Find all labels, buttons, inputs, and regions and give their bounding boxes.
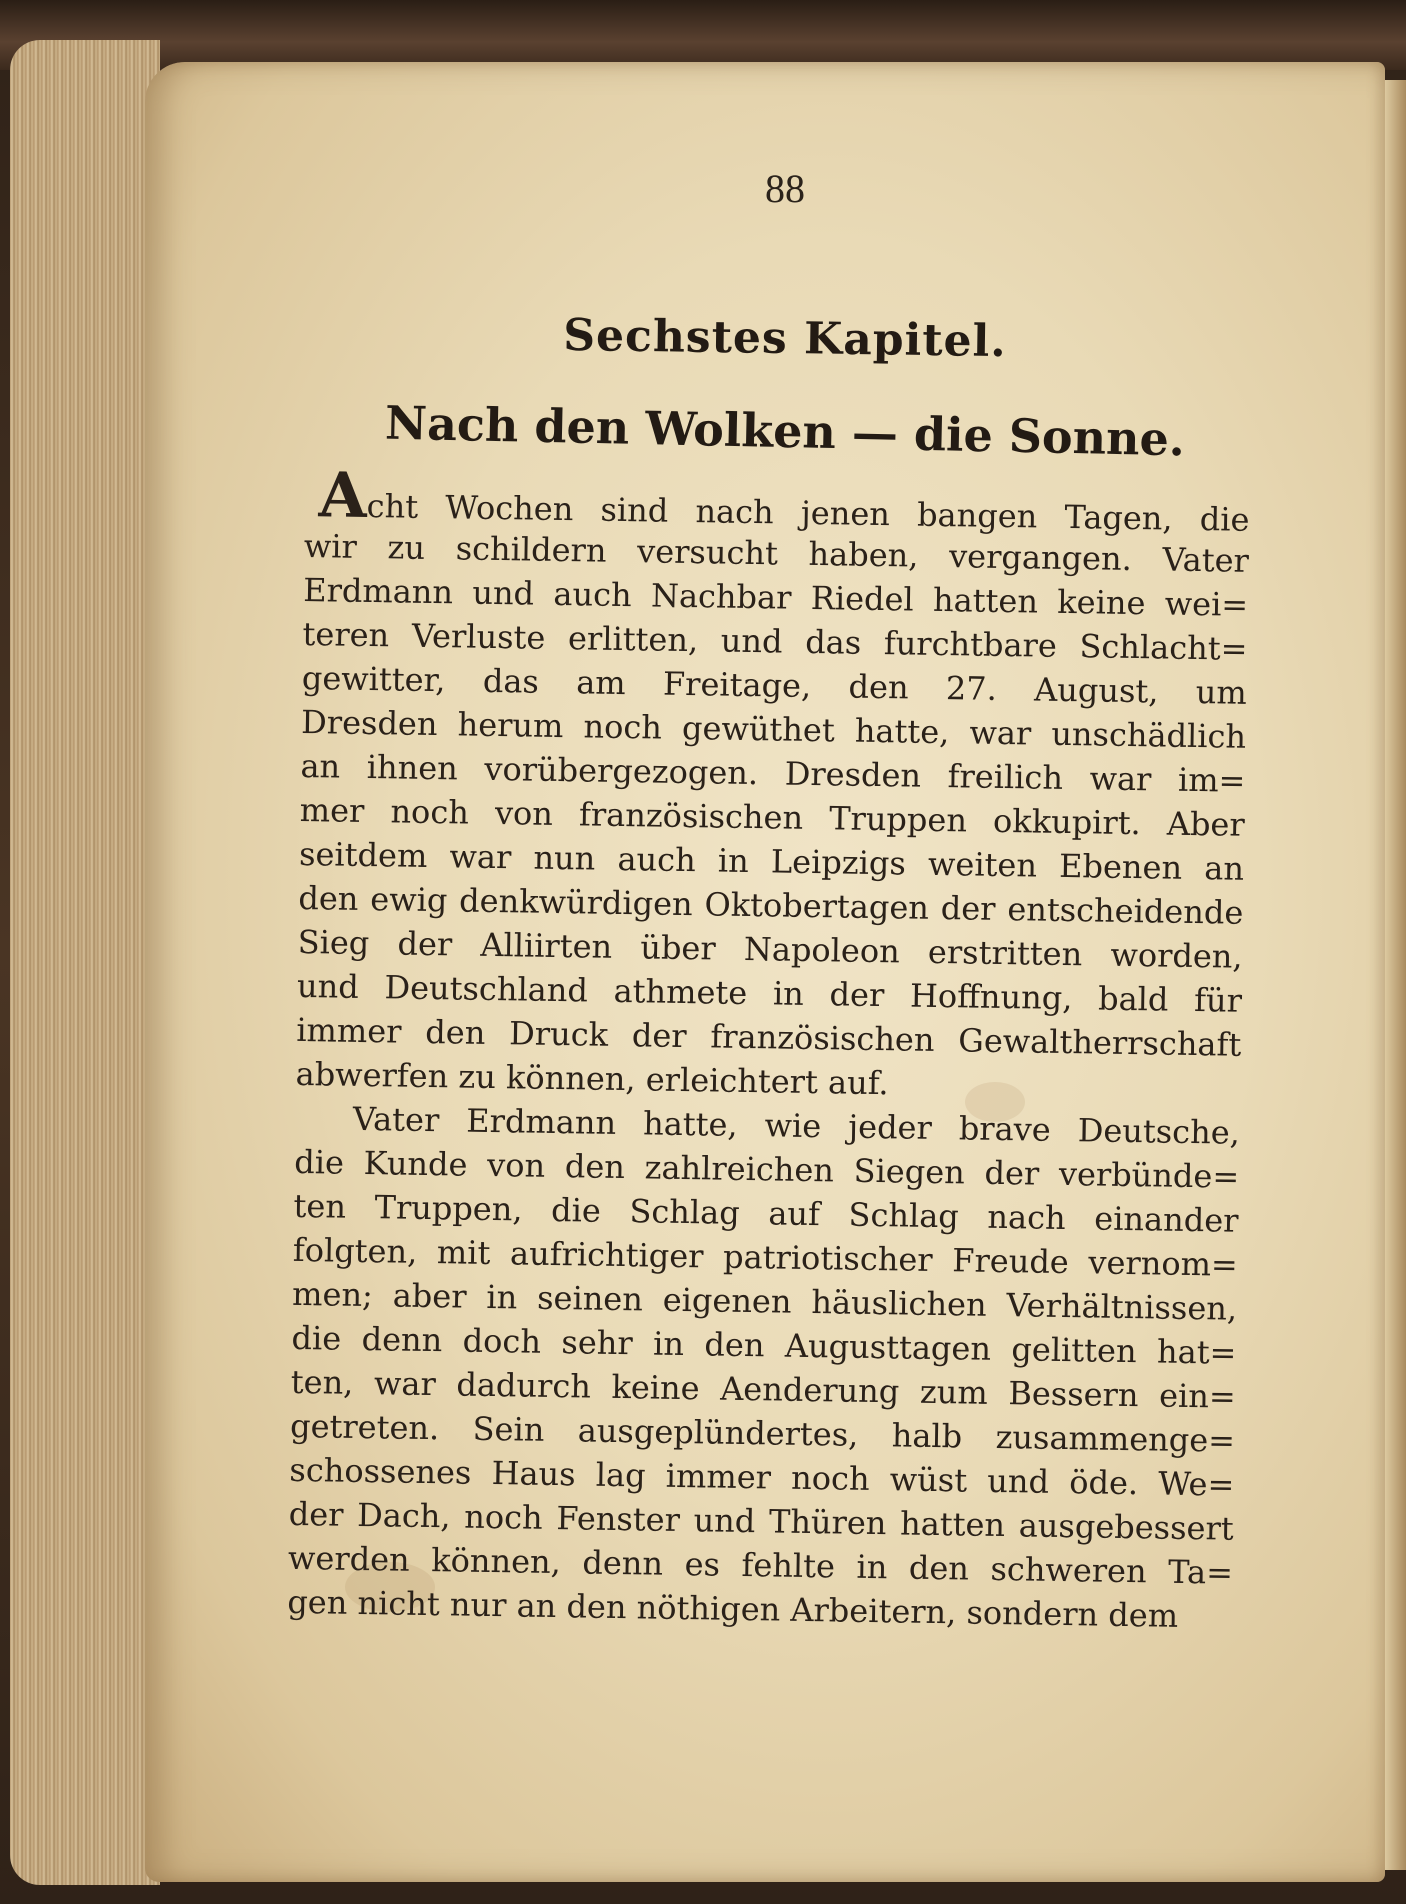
text-line: Erdmann und auch Nachbar Riedel hatten keine wei= [302,570,1249,624]
text-line: der Dach, noch Fenster und Thüren hatten ausgebessert [288,1494,1234,1548]
text-line: immer den Druck der französischen Gewaltherrschaft [296,1010,1242,1064]
text-line: gen nicht nur an den nöthigen Arbeitern, sondern dem [287,1582,1179,1635]
text-line: teren Verluste erlitten, und das furchtbare Schlacht= [302,614,1248,668]
body-text [287,458,1250,1639]
chapter-title: Sechstes Kapitel. [562,309,1007,368]
text-line: die denn doch sehr in den Augusttagen gelitten hat= [291,1318,1237,1372]
text-line: Acht Wochen sind nach jenen bangen Tagen, die [318,458,1250,539]
chapter-subtitle: Nach den Wolken — die Sonne. [384,395,1186,467]
paragraph [295,458,1250,1111]
text-line: folgten, mit aufrichtiger patriotischer Freude vernom= [292,1230,1239,1284]
text-line: Sieg der Alliirten über Napoleon erstritten worden, [297,922,1243,976]
drop-cap: A [318,458,368,532]
text-line: an ihnen vorübergezogen. Dresden freilich war im= [300,746,1246,800]
text-line: schossenes Haus lag immer noch wüst und öde. We= [289,1450,1235,1504]
text-line: wir zu schildern versucht haben, vergangen. Vater [303,526,1250,580]
page-number: 88 [765,166,805,211]
text-line: gewitter, das am Freitage, den 27. August, um [301,658,1248,712]
text-line: abwerfen zu können, erleichtert auf. [295,1054,889,1103]
paragraph [287,1096,1240,1639]
text-line: den ewig denkwürdigen Oktobertagen der entscheidende [298,878,1244,932]
text-line: Dresden herum noch gewüthet hatte, war unschädlich [300,702,1247,756]
text-line: getreten. Sein ausgeplündertes, halb zusammenge= [289,1406,1236,1460]
text-line: men; aber in seinen eigenen häuslichen Verhältnissen, [291,1274,1238,1328]
text-line: die Kunde von den zahlreichen Siegen der verbünde= [293,1142,1240,1196]
text-line: werden können, denn es fehlte in den schweren Ta= [287,1538,1234,1592]
text-line: seitdem war nun auch in Leipzigs weiten Ebenen an [298,834,1245,888]
text-line: ten, war dadurch keine Aenderung zum Bessern ein= [290,1362,1237,1416]
text-line: mer noch von französischen Truppen okkupirt. Aber [299,790,1245,844]
text-line: Vater Erdmann hatte, wie jeder brave Deutsche, [352,1099,1241,1152]
text-line: und Deutschland athmete in der Hoffnung, bald für [296,966,1243,1020]
text-line: ten Truppen, die Schlag auf Schlag nach einander [293,1186,1239,1240]
book-cover-edge [0,0,1406,70]
